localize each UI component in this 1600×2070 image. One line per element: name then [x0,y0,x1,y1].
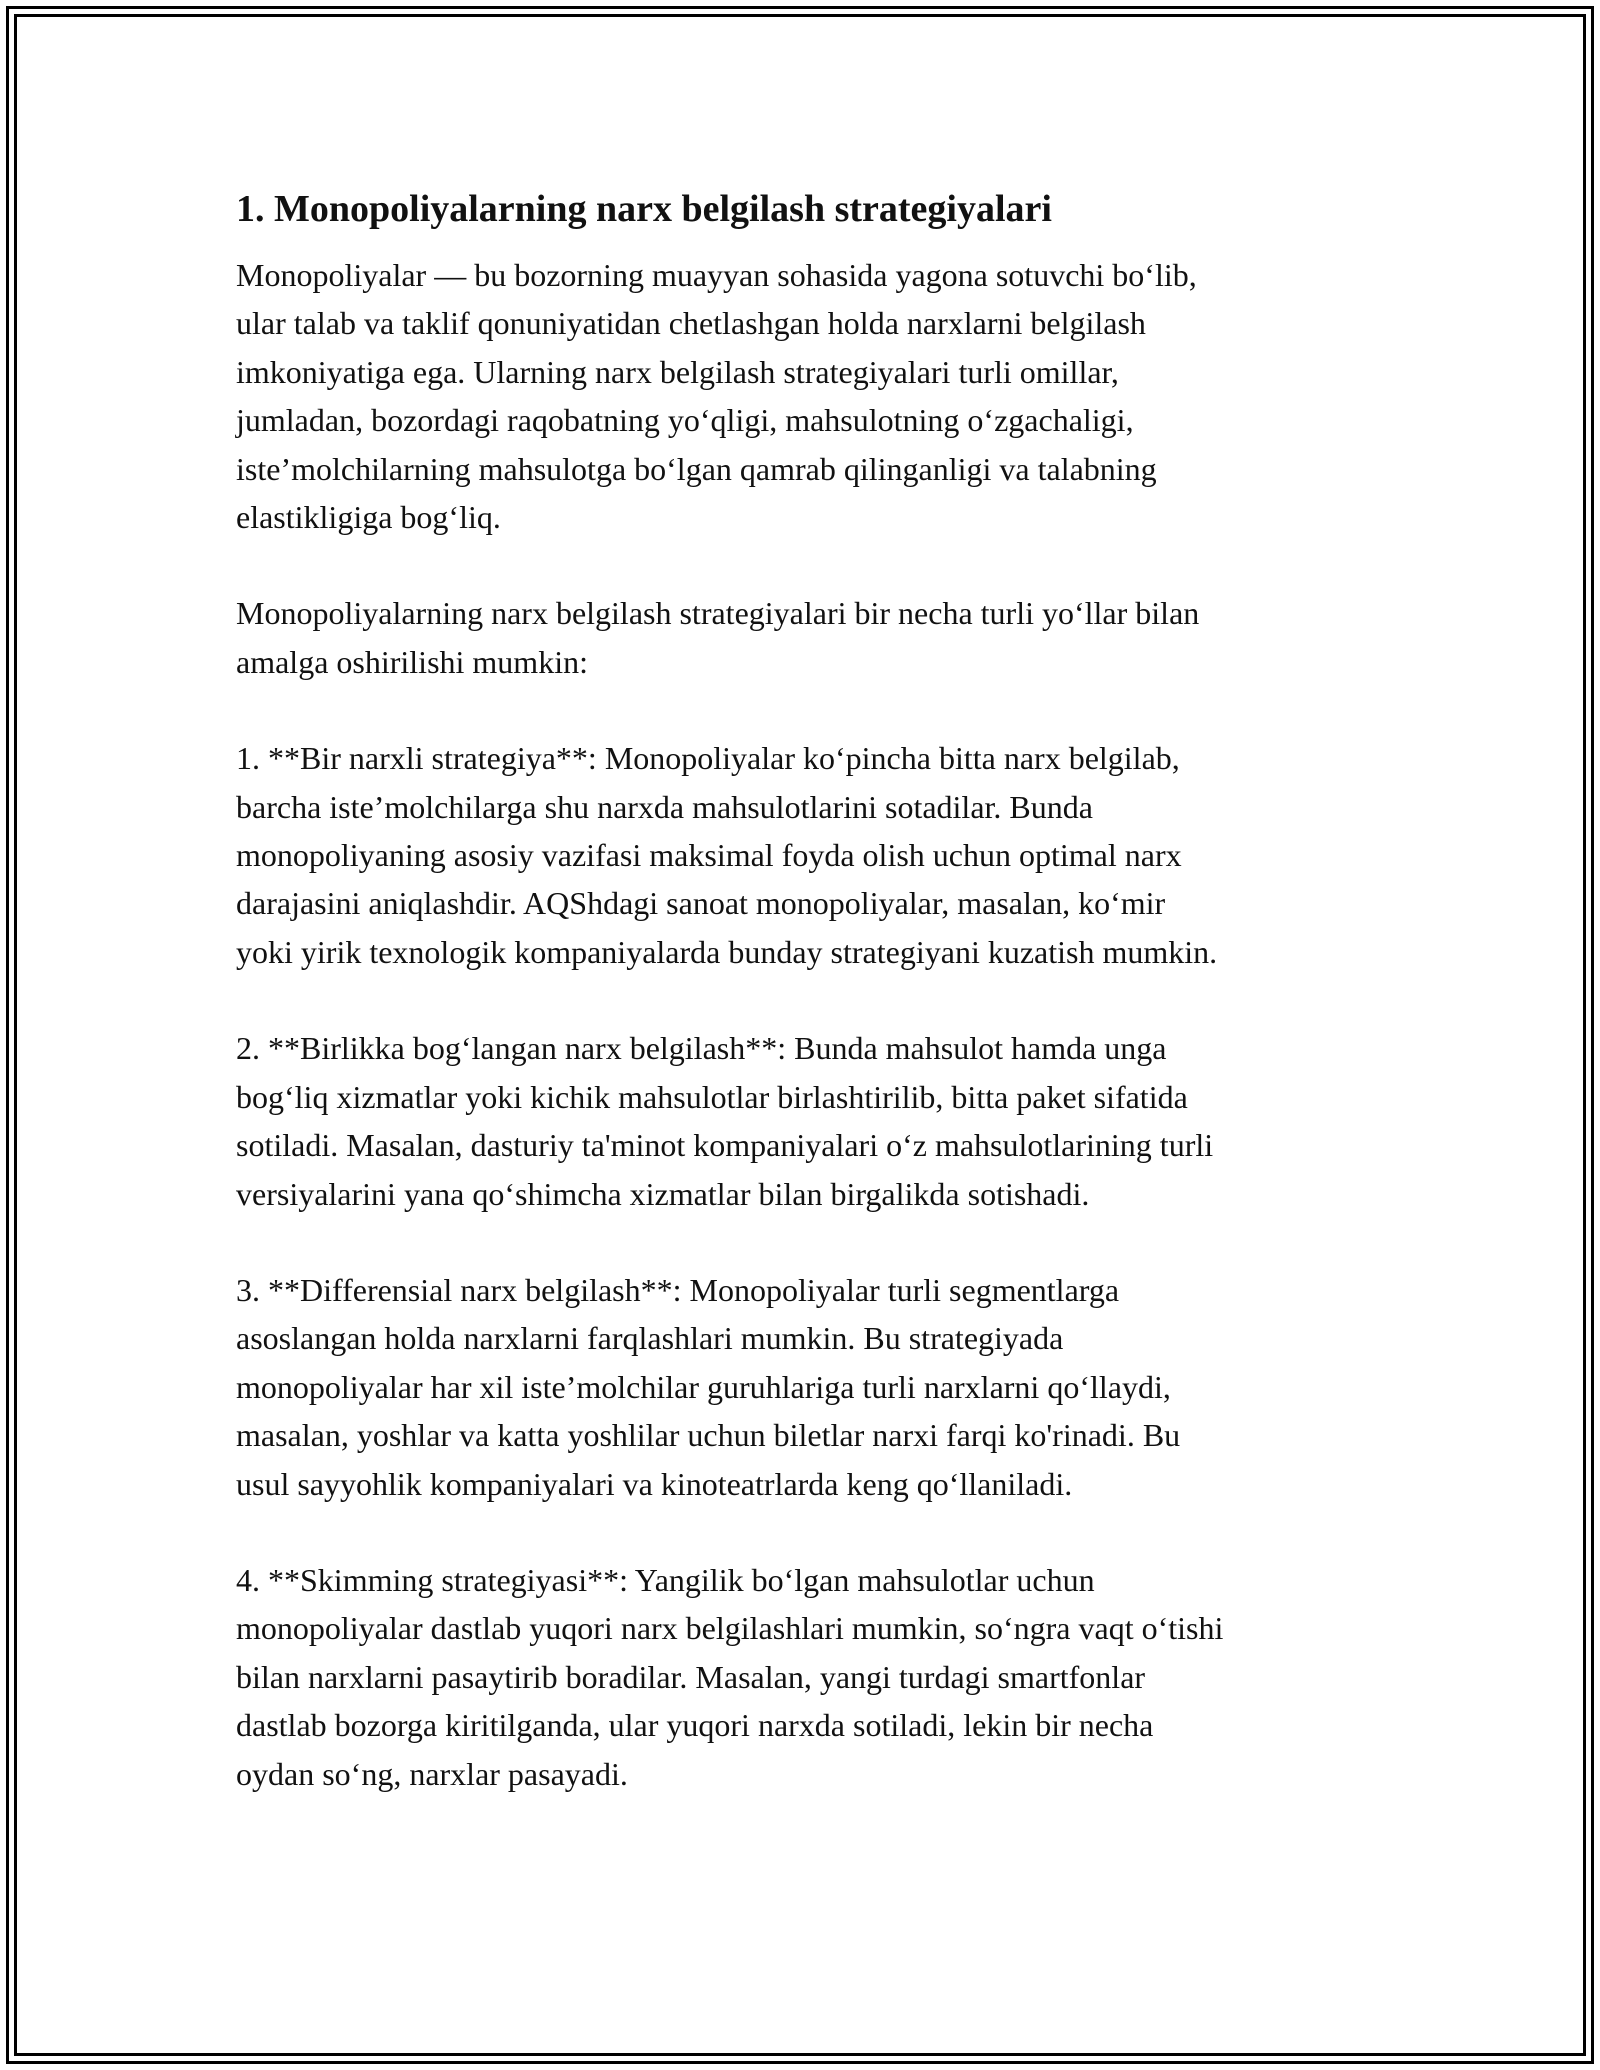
text-line: 1. **Bir narxli strategiya**: Monopoliyalar ko‘pincha bitta narx belgilab, [236,740,1180,777]
text-line: masalan, yoshlar va katta yoshlilar uchun biletlar narxi farqi ko'rinadi. Bu [236,1417,1181,1454]
paragraph-intro [236,251,1376,541]
text-line: monopoliyalar har xil iste’molchilar guruhlariga turli narxlarni qo‘llaydi, [236,1368,1171,1405]
text-line: bilan narxlarni pasaytirib boradilar. Masalan, yangi turdagi smartfonlar [236,1658,1146,1695]
paragraph-strategy-2 [236,1024,1376,1218]
paragraph-strategy-3 [236,1266,1376,1508]
text-line: elastikligiga bog‘liq. [236,499,501,536]
paragraph-strategy-1 [236,734,1376,976]
text-line: usul sayyohlik kompaniyalari va kinoteatrlarda keng qo‘llaniladi. [236,1465,1073,1502]
text-line: imkoniyatiga ega. Ularning narx belgilash strategiyalari turli omillar, [236,353,1119,390]
paragraph-strategy-4 [236,1556,1376,1798]
text-line: barcha iste’molchilarga shu narxda mahsulotlarini sotadilar. Bunda [236,788,1093,825]
text-line: monopoliyaning asosiy vazifasi maksimal foyda olish uchun optimal narx [236,837,1182,874]
text-line: sotiladi. Masalan, dasturiy ta'minot kompaniyalari o‘z mahsulotlarining turli [236,1127,1214,1164]
text-line: versiyalarini yana qo‘shimcha xizmatlar bilan birgalikda sotishadi. [236,1175,1090,1212]
text-line: darajasini aniqlashdir. AQShdagi sanoat monopoliyalar, masalan, ko‘mir [236,885,1166,922]
text-line: oydan so‘ng, narxlar pasayadi. [236,1755,628,1792]
text-line: 4. **Skimming strategiyasi**: Yangilik bo‘lgan mahsulotlar uchun [236,1561,1095,1598]
text-line: asoslangan holda narxlarni farqlashlari mumkin. Bu strategiyada [236,1320,1064,1357]
text-line: jumladan, bozordagi raqobatning yo‘qligi, mahsulotning o‘zgachaligi, [236,402,1134,439]
text-line: 2. **Birlikka bog‘langan narx belgilash**: Bunda mahsulot hamda unga [236,1030,1167,1067]
paragraph-strategies-intro [236,589,1376,686]
document-body [236,186,1376,1846]
text-line: monopoliyalar dastlab yuqori narx belgilashlari mumkin, so‘ngra vaqt o‘tishi [236,1610,1224,1647]
text-line: dastlab bozorga kiritilganda, ular yuqori narxda sotiladi, lekin bir necha [236,1707,1154,1744]
text-line: Monopoliyalar — bu bozorning muayyan sohasida yagona sotuvchi bo‘lib, [236,257,1197,293]
text-line: iste’molchilarning mahsulotga bo‘lgan qamrab qilinganligi va talabning [236,450,1157,487]
text-line: 3. **Differensial narx belgilash**: Monopoliyalar turli segmentlarga [236,1271,1120,1308]
text-line: amalga oshirilishi mumkin: [236,643,588,680]
section-heading: 1. Monopoliyalarning narx belgilash strategiyalari [236,188,1052,230]
text-line: bog‘liq xizmatlar yoki kichik mahsulotlar birlashtirilib, bitta paket sifatida [236,1078,1188,1115]
text-line: ular talab va taklif qonuniyatidan chetlashgan holda narxlarni belgilash [236,305,1146,342]
text-line: yoki yirik texnologik kompaniyalarda bunday strategiyani kuzatish mumkin. [236,933,1218,970]
text-line: Monopoliyalarning narx belgilash strategiyalari bir necha turli yo‘llar bilan [236,595,1200,632]
